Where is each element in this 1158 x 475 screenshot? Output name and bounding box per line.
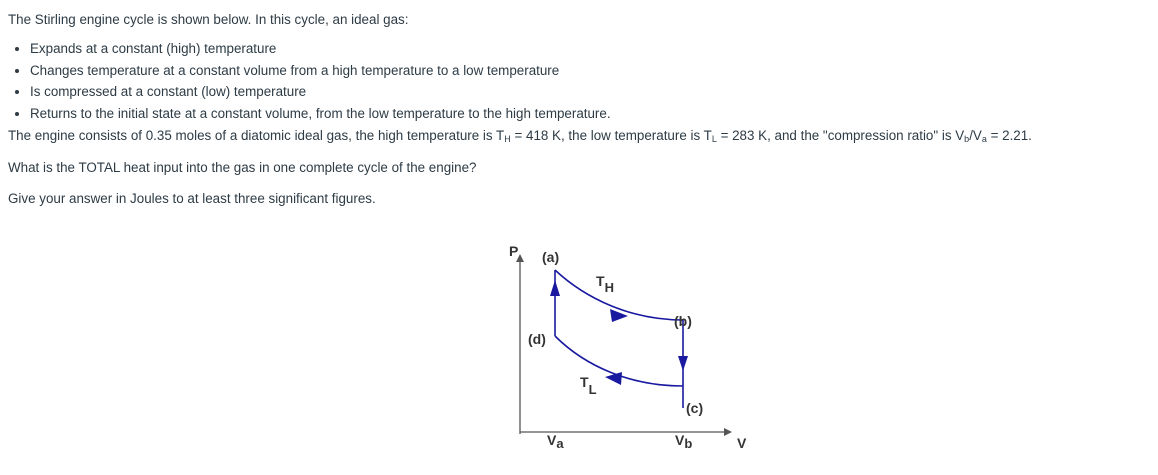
pv-diagram-svg xyxy=(500,236,760,461)
process-item: • Is compressed at a constant (low) temperature xyxy=(30,81,1148,103)
state-label-a: (a) xyxy=(542,249,560,265)
param-text-4: /V xyxy=(969,128,982,143)
va-label xyxy=(547,432,564,451)
state-label-d: (d) xyxy=(528,331,546,347)
va-letter: V xyxy=(547,432,557,448)
pv-diagram xyxy=(500,236,760,461)
param-sub-a: a xyxy=(981,134,987,144)
v-axis-label: V xyxy=(737,435,747,451)
tl-label xyxy=(580,374,597,397)
tl-subscript: L xyxy=(588,382,597,397)
va-subscript: a xyxy=(556,436,564,451)
intro-text: The Stirling engine cycle is shown below. In this cycle, an ideal gas: xyxy=(8,12,409,27)
param-text-3: = 283 K, and the "compression ratio" is V xyxy=(716,128,965,143)
p-axis-label: P xyxy=(509,243,519,259)
th-letter: T xyxy=(596,273,605,289)
param-text-2: = 418 K, the low temperature is T xyxy=(510,128,712,143)
param-text-5: = 2.21. xyxy=(986,128,1032,143)
instruction-text: Give your answer in Joules to at least three significant figures. xyxy=(8,191,376,206)
question-text: What is the TOTAL heat input into the gas in one complete cycle of the engine? xyxy=(8,160,477,175)
th-subscript: H xyxy=(604,280,614,295)
tl-letter: T xyxy=(580,374,589,390)
process-item: • Changes temperature at a constant volume from a high temperature to a low temperature xyxy=(30,60,1148,82)
vb-letter: V xyxy=(675,432,685,448)
parameters-text xyxy=(8,126,1148,146)
arrow-up-icon xyxy=(550,280,560,296)
state-label-b: (b) xyxy=(674,313,692,329)
process-list xyxy=(8,38,1148,124)
process-item: • Returns to the initial state at a constant volume, from the low temperature to the high temperature. xyxy=(30,103,1148,125)
param-sub-h: H xyxy=(504,134,511,144)
th-label xyxy=(596,273,614,295)
param-text-1: The engine consists of 0.35 moles of a diatomic ideal gas, the high temperature is T xyxy=(8,128,505,143)
question-content xyxy=(8,10,1148,209)
vb-subscript: b xyxy=(684,436,693,451)
vb-label xyxy=(675,432,692,451)
param-sub-b: b xyxy=(964,134,970,144)
param-sub-l: L xyxy=(711,134,717,144)
arrow-down-icon xyxy=(678,356,688,371)
process-item: • Expands at a constant (high) temperature xyxy=(30,38,1148,60)
state-label-c: (c) xyxy=(686,400,704,416)
